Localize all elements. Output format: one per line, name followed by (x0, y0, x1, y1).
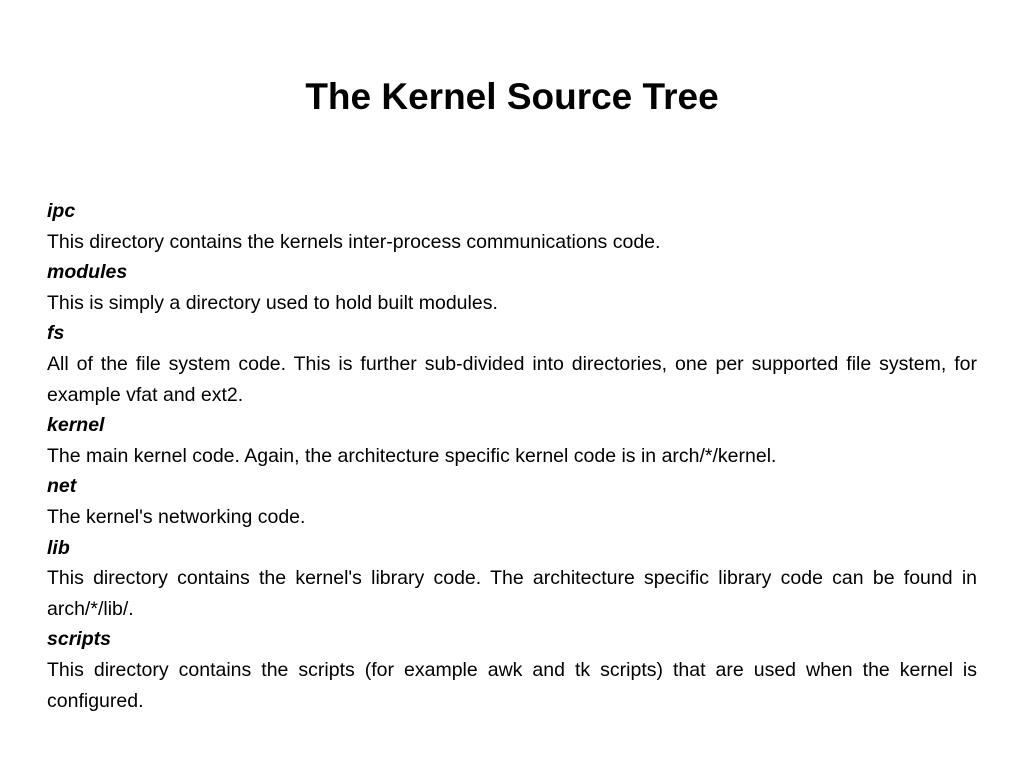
directory-entry-kernel (47, 410, 977, 471)
directory-list (47, 196, 977, 716)
directory-name: kernel (47, 414, 105, 437)
directory-description: All of the file system code. This is further sub-divided into directories, one per supported file system, for example vfat and ext2. (47, 352, 977, 406)
directory-name: lib (47, 536, 70, 559)
directory-entry-ipc (47, 196, 977, 257)
directory-description: The main kernel code. Again, the architecture specific kernel code is in arch/*/kernel. (47, 444, 777, 467)
directory-entry-scripts (47, 624, 977, 716)
directory-entry-fs (47, 318, 977, 410)
directory-name: modules (47, 261, 128, 284)
directory-name: fs (47, 322, 65, 345)
directory-description: This directory contains the kernel's library code. The architecture specific library code can be found in arch/*/lib/. (47, 567, 977, 620)
directory-name: ipc (47, 200, 76, 222)
slide-title: The Kernel Source Tree (305, 76, 719, 117)
directory-entry-lib (47, 533, 977, 625)
directory-entry-modules (47, 257, 977, 318)
directory-description: This is simply a directory used to hold built modules. (47, 291, 498, 314)
directory-description: The kernel's networking code. (47, 505, 306, 528)
directory-entry-net (47, 471, 977, 532)
directory-name: scripts (47, 628, 111, 651)
directory-description: This directory contains the scripts (for example awk and tk scripts) that are used when the kernel is configured. (47, 658, 977, 712)
directory-name: net (47, 475, 77, 498)
directory-description: This directory contains the kernels inter-process communications code. (47, 230, 661, 253)
